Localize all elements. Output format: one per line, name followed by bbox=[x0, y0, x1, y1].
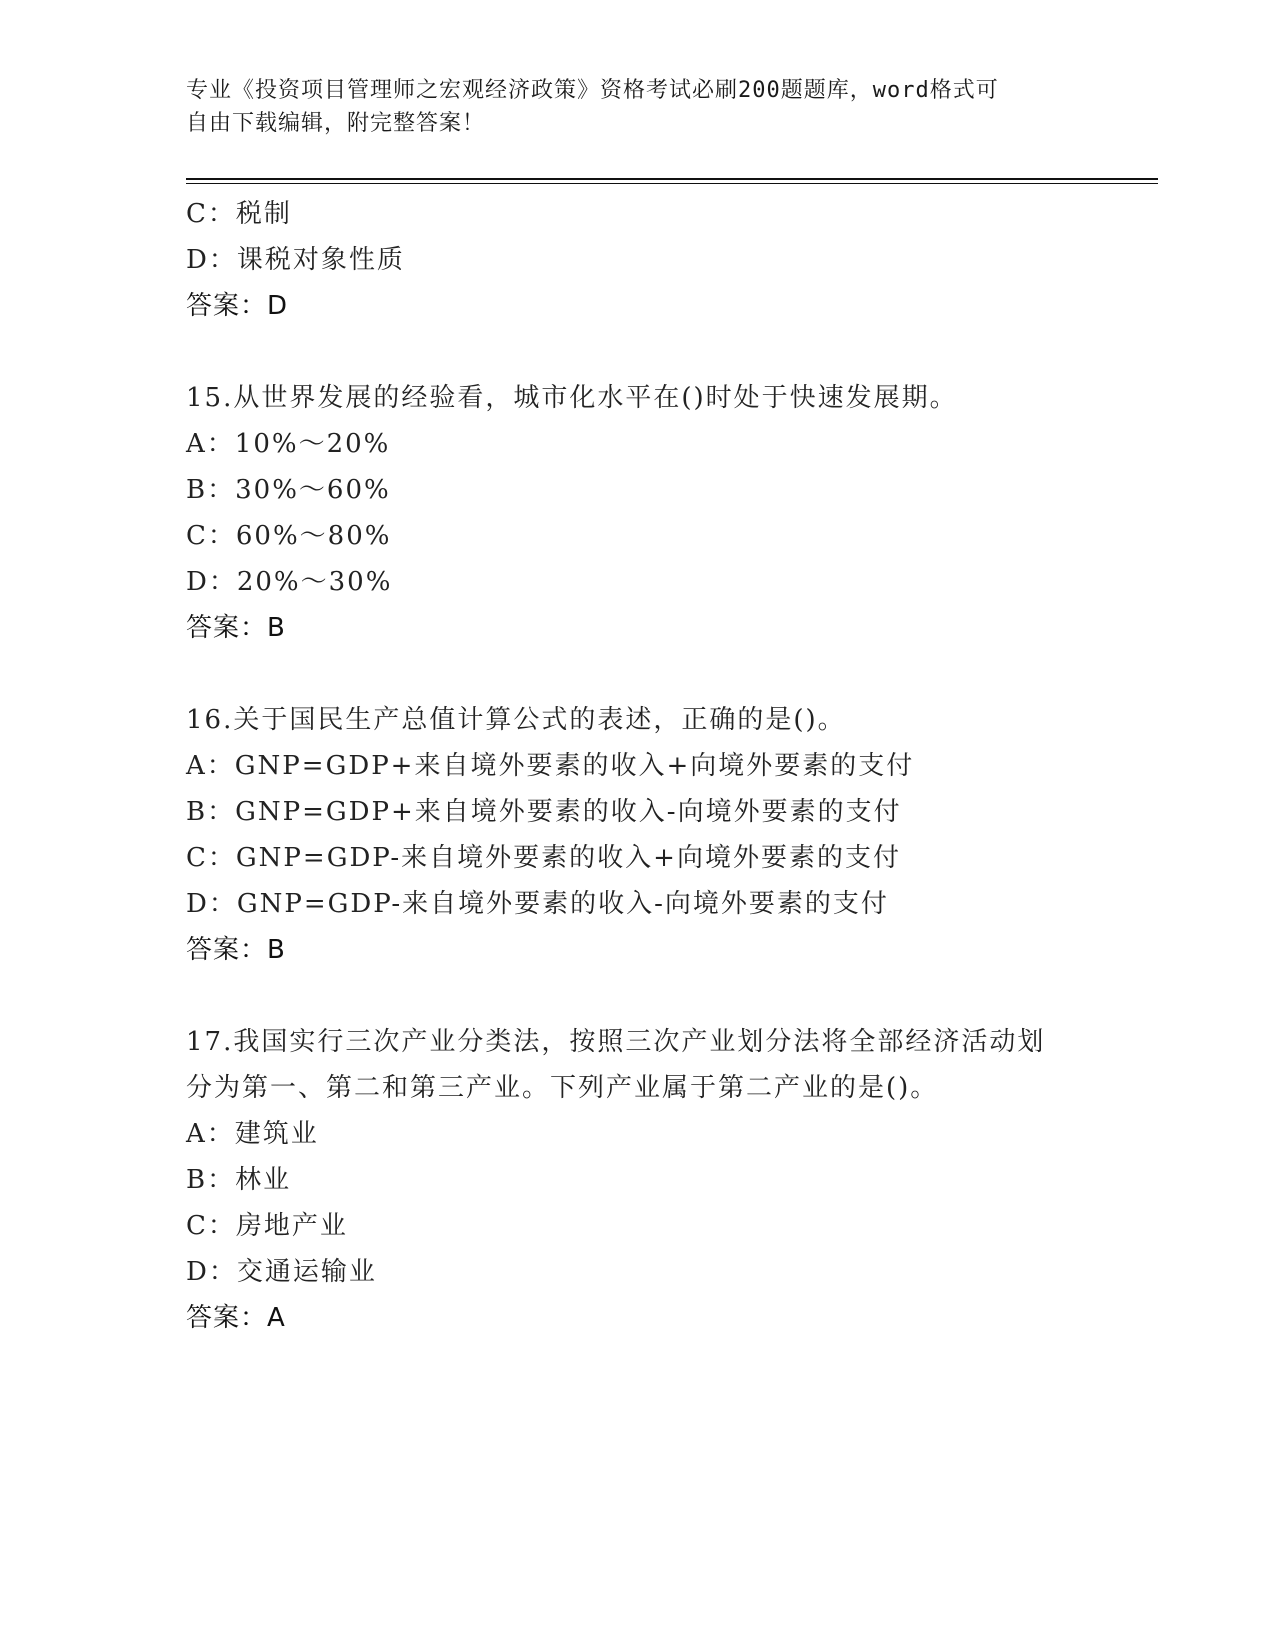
q14-answer: 答案：D bbox=[186, 291, 289, 321]
q16-answer: 答案：B bbox=[186, 935, 286, 965]
q15-option-d: D：20%～30% bbox=[186, 567, 393, 597]
q15-option-b: B：30%～60% bbox=[186, 475, 391, 505]
spacer bbox=[186, 973, 1086, 1019]
q14-option-c: C：税制 bbox=[186, 199, 292, 229]
q17-option-a: A：建筑业 bbox=[186, 1119, 319, 1149]
header-title-line-2: 自由下载编辑，附完整答案！ bbox=[186, 111, 486, 136]
question-list bbox=[186, 191, 1086, 1341]
header-title-line-1: 专业《投资项目管理师之宏观经济政策》资格考试必刷200题题库，word格式可 bbox=[186, 78, 999, 103]
question-17 bbox=[186, 1019, 1086, 1341]
question-14-fragment bbox=[186, 191, 1086, 329]
q17-option-c: C：房地产业 bbox=[186, 1211, 348, 1241]
q17-question-line-2: 分为第一、第二和第三产业。下列产业属于第二产业的是()。 bbox=[186, 1073, 939, 1103]
q15-option-a: A：10%～20% bbox=[186, 429, 391, 459]
header-rule-thick bbox=[186, 178, 1158, 180]
spacer bbox=[186, 329, 1086, 375]
page-header bbox=[186, 74, 1086, 140]
q16-option-b: B：GNP=GDP+来自境外要素的收入-向境外要素的支付 bbox=[186, 797, 902, 827]
q16-option-a: A：GNP=GDP+来自境外要素的收入+向境外要素的支付 bbox=[186, 751, 915, 781]
q16-option-d: D：GNP=GDP-来自境外要素的收入-向境外要素的支付 bbox=[186, 889, 889, 919]
q14-option-d: D：课税对象性质 bbox=[186, 245, 405, 275]
spacer bbox=[186, 651, 1086, 697]
q17-answer: 答案：A bbox=[186, 1303, 286, 1333]
q17-option-b: B：林业 bbox=[186, 1165, 292, 1195]
header-rule-thin bbox=[186, 183, 1158, 184]
q17-option-d: D：交通运输业 bbox=[186, 1257, 377, 1287]
q16-option-c: C：GNP=GDP-来自境外要素的收入+向境外要素的支付 bbox=[186, 843, 901, 873]
q15-question: 15.从世界发展的经验看，城市化水平在()时处于快速发展期。 bbox=[186, 383, 958, 413]
q17-question-line-1: 17.我国实行三次产业分类法，按照三次产业划分法将全部经济活动划 bbox=[186, 1027, 1046, 1057]
question-16 bbox=[186, 697, 1086, 973]
q16-question: 16.关于国民生产总值计算公式的表述，正确的是()。 bbox=[186, 705, 846, 735]
q15-option-c: C：60%～80% bbox=[186, 521, 392, 551]
question-15 bbox=[186, 375, 1086, 651]
q15-answer: 答案：B bbox=[186, 613, 286, 643]
